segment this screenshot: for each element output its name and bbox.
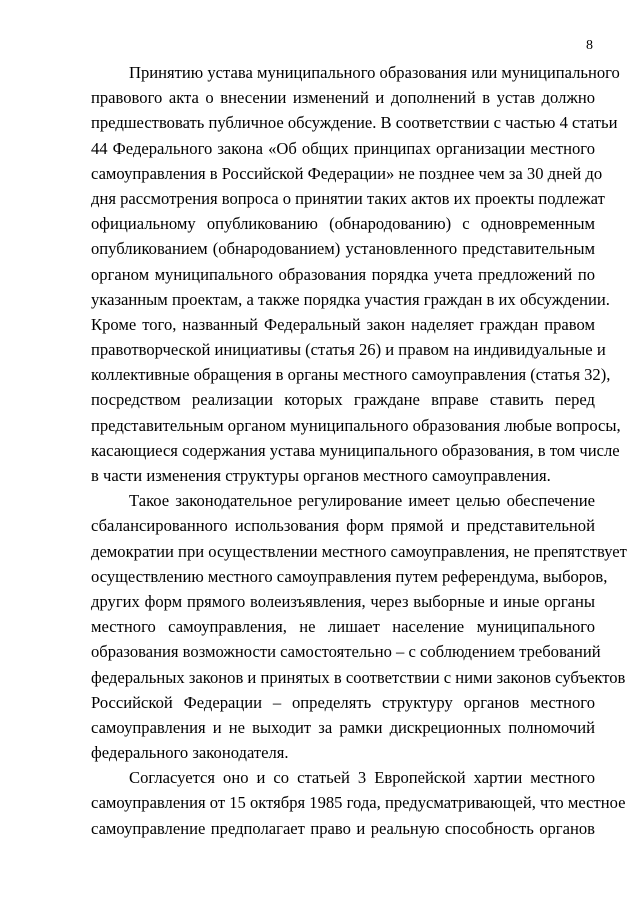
text-line: Принятию устава муниципального образования или муниципального bbox=[129, 63, 620, 82]
text-line: Согласуется оно и со статьей 3 Европейской хартии местного bbox=[129, 768, 595, 788]
text-line: образования возможности самостоятельно – с соблюдением требований bbox=[91, 642, 601, 662]
text-line: касающиеся содержания устава муниципального образования, в том числе bbox=[91, 440, 620, 460]
paragraph-1 bbox=[91, 60, 621, 488]
text-line: официальному опубликованию (обнародованию) с одновременным bbox=[91, 214, 595, 234]
document-body bbox=[91, 60, 627, 841]
text-line: осуществлению местного самоуправления путем референдума, выборов, bbox=[91, 566, 608, 586]
text-line: самоуправления от 15 октября 1985 года, предусматривающей, что местное bbox=[91, 793, 626, 813]
text-line: коллективные обращения в органы местного самоуправления (статья 32), bbox=[91, 365, 611, 385]
text-line: представительным органом муниципального образования любые вопросы, bbox=[91, 415, 621, 435]
text-line: Российской Федерации – определять структуру органов местного bbox=[91, 692, 595, 712]
text-line: федерального законодателя. bbox=[91, 743, 289, 763]
text-line: демократии при осуществлении местного самоуправления, не препятствует bbox=[91, 541, 627, 561]
text-line: 44 Федерального закона «Об общих принципах организации местного bbox=[91, 138, 595, 158]
text-line: Кроме того, названный Федеральный закон наделяет граждан правом bbox=[91, 314, 595, 334]
text-line: опубликованием (обнародованием) установленного представительным bbox=[91, 239, 595, 259]
text-line: правового акта о внесении изменений и дополнений в устав должно bbox=[91, 88, 595, 108]
text-line: предшествовать публичное обсуждение. В соответствии с частью 4 статьи bbox=[91, 113, 618, 133]
text-line: самоуправления в Российской Федерации» не позднее чем за 30 дней до bbox=[91, 163, 603, 183]
text-line: органом муниципального образования порядка учета предложений по bbox=[91, 264, 595, 284]
text-line: самоуправления и не выходит за рамки дискреционных полномочий bbox=[91, 717, 595, 737]
text-line: посредством реализации которых граждане вправе ставить перед bbox=[91, 390, 595, 410]
text-line: сбалансированного использования форм прямой и представительной bbox=[91, 516, 595, 536]
text-line: местного самоуправления, не лишает население муниципального bbox=[91, 617, 595, 637]
text-line: указанным проектам, а также порядка участия граждан в их обсуждении. bbox=[91, 289, 610, 309]
text-line: федеральных законов и принятых в соответствии с ними законов субъектов bbox=[91, 667, 626, 687]
text-line: правотворческой инициативы (статья 26) и правом на индивидуальные и bbox=[91, 340, 606, 360]
paragraph-2 bbox=[91, 488, 627, 765]
page-number: 8 bbox=[586, 38, 593, 53]
text-line: в части изменения структуры органов местного самоуправления. bbox=[91, 466, 551, 485]
paragraph-3 bbox=[91, 765, 626, 841]
text-line: самоуправление предполагает право и реальную способность органов bbox=[91, 818, 595, 838]
text-line: Такое законодательное регулирование имеет целью обеспечение bbox=[129, 491, 595, 511]
text-line: дня рассмотрения вопроса о принятии таких актов их проекты подлежат bbox=[91, 188, 605, 208]
text-line: других форм прямого волеизъявления, через выборные и иные органы bbox=[91, 591, 595, 611]
